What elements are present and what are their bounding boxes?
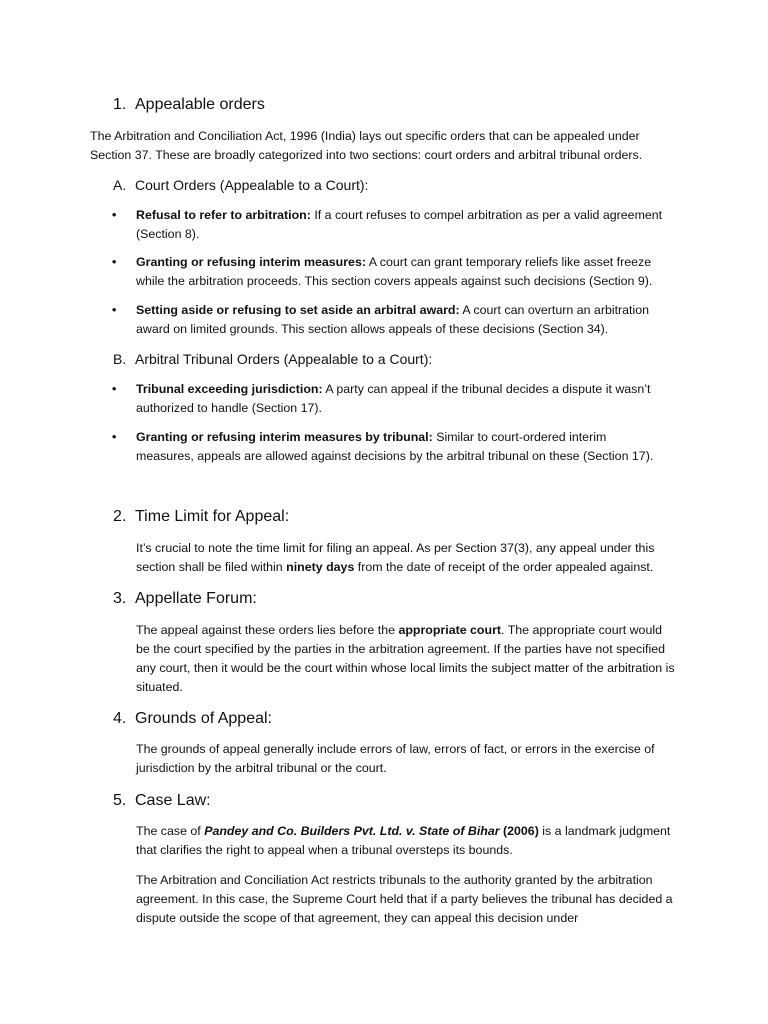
heading-grounds-of-appeal (113, 709, 272, 729)
bullet-icon: • (112, 303, 117, 317)
bullet-text: A party can appeal if the tribunal decides a dispute it wasn’t authorized to handle (Section 17). (136, 382, 651, 415)
time-limit-paragraph: It’s crucial to note the time limit for filing an appeal. As per Section 37(3), any appeal under this section shall be filed within ninety days from the date of receipt of the order appealed against. (136, 541, 655, 574)
bullet-term: Setting aside or refusing to set aside an arbitral award: (136, 303, 460, 317)
heading-text: Time Limit for Appeal: (135, 508, 290, 525)
subheading-text: Arbitral Tribunal Orders (Appealable to a Court): (135, 351, 433, 367)
grounds-paragraph: The grounds of appeal generally include errors of law, errors of fact, or errors in the exercise of jurisdiction by the arbitral tribunal or the court. (136, 742, 655, 775)
subheading-letter: A. (113, 177, 127, 193)
heading-number: 5. (113, 792, 127, 809)
heading-appealable-orders (113, 95, 265, 115)
heading-appellate-forum (113, 589, 257, 609)
heading-number: 1. (113, 96, 127, 113)
case-year: (2006) (499, 824, 539, 838)
bullet-text: If a court refuses to compel arbitration as per a valid agreement (Section 8). (136, 208, 663, 241)
bullet-term: Tribunal exceeding jurisdiction: (136, 382, 323, 396)
heading-case-law (113, 791, 211, 811)
appellate-forum-paragraph: The appeal against these orders lies before the appropriate court. The appropriate court would be the court specified by the parties in the arbitration agreement. If the parties have not specified any court, then it would be the court within whose local limits the subject matter of the arbitration is situated. (136, 623, 675, 694)
bullet-icon: • (112, 430, 117, 444)
heading-text: Appealable orders (135, 96, 265, 113)
heading-text: Case Law: (135, 792, 211, 809)
bullet-term: Refusal to refer to arbitration: (136, 208, 311, 222)
bullet-icon: • (112, 382, 117, 396)
subheading-court-orders (113, 176, 368, 194)
heading-text: Appellate Forum: (135, 590, 257, 607)
emphasis-appropriate-court: appropriate court (398, 623, 502, 637)
bullet-term: Granting or refusing interim measures by tribunal: (136, 430, 433, 444)
bullet-text: A court can grant temporary reliefs like asset freeze while the arbitration proceeds. This section covers appeals against such decisions (Section 9). (136, 255, 653, 288)
subheading-letter: B. (113, 351, 127, 367)
bullet-icon: • (112, 208, 117, 222)
subheading-tribunal-orders (113, 350, 432, 368)
bullet-icon: • (112, 255, 117, 269)
heading-number: 4. (113, 710, 127, 727)
subheading-text: Court Orders (Appealable to a Court): (135, 177, 369, 193)
bullet-text: Similar to court-ordered interim measures, appeals are allowed against decisions by the arbitral tribunal on these (Section 17). (136, 430, 654, 463)
case-law-paragraph: The case of Pandey and Co. Builders Pvt. Ltd. v. State of Bihar (2006) is a landmark judgment that clarifies the right to appeal when a tribunal oversteps its bounds. (136, 824, 671, 857)
heading-text: Grounds of Appeal: (135, 710, 272, 727)
intro-paragraph: The Arbitration and Conciliation Act, 1996 (India) lays out specific orders that can be appealed under Section 37. These are broadly categorized into two sections: court orders and arbitral tribunal orders. (90, 129, 643, 162)
emphasis-ninety-days: ninety days (286, 560, 355, 574)
case-law-detail-paragraph: The Arbitration and Conciliation Act restricts tribunals to the authority granted by the arbitration agreement. In this case, the Supreme Court held that if a party believes the tribunal has decided a dispute outside the scope of that agreement, they can appeal this decision under (136, 873, 673, 925)
heading-number: 3. (113, 590, 127, 607)
bullet-term: Granting or refusing interim measures: (136, 255, 366, 269)
case-name: Pandey and Co. Builders Pvt. Ltd. v. State of Bihar (204, 824, 500, 838)
heading-time-limit (113, 507, 289, 527)
heading-number: 2. (113, 508, 127, 525)
bullet-text: A court can overturn an arbitration award on limited grounds. This section allows appeals of these decisions (Section 34). (136, 303, 650, 336)
